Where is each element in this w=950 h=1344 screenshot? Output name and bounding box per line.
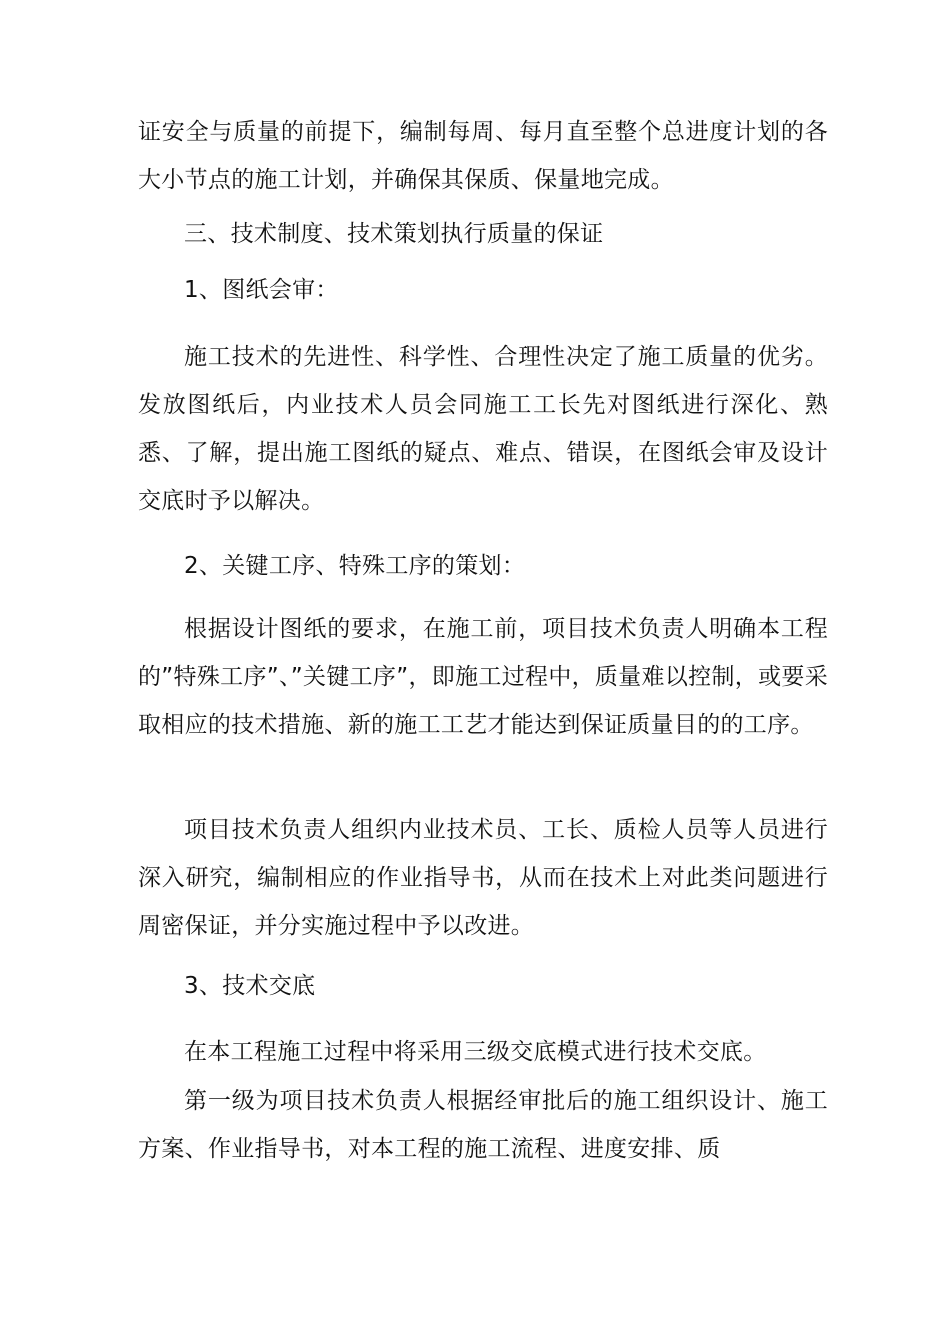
paragraph-three-level-briefing: 在本工程施工过程中将采用三级交底模式进行技术交底。 [184,1039,767,1065]
paragraph-technical-lead: 项目技术负责人组织内业技术员、工长、质检人员等人员进行深入研究，编制相应的作业指导书，从而在技术上对此类问题进行周密保证，并分实施过程中予以改进。 [138,817,828,939]
subheading-drawing-review: 1、图纸会审： [184,277,339,303]
subheading-technical-briefing: 3、技术交底 [184,973,316,999]
paragraph-first-level: 第一级为项目技术负责人根据经审批后的施工组织设计、施工方案、作业指导书，对本工程的施工流程、进度安排、质 [138,1088,828,1162]
paragraph-continuation: 证安全与质量的前提下，编制每周、每月直至整个总进度计划的各大小节点的施工计划，并确保其保质、保量地完成。 [138,119,828,193]
section-heading: 三、技术制度、技术策划执行质量的保证 [184,221,604,247]
paragraph-key-process: 根据设计图纸的要求，在施工前，项目技术负责人明确本工程的”特殊工序”、”关键工序”，即施工过程中，质量难以控制，或要采取相应的技术措施、新的施工工艺才能达到保证质量目的的工序。 [138,616,828,738]
paragraph-drawing-review: 施工技术的先进性、科学性、合理性决定了施工质量的优劣。发放图纸后，内业技术人员会同施工工长先对图纸进行深化、熟悉、了解，提出施工图纸的疑点、难点、错误，在图纸会审及设计交底时予以解决。 [138,344,828,514]
subheading-key-process: 2、关键工序、特殊工序的策划： [184,553,526,579]
